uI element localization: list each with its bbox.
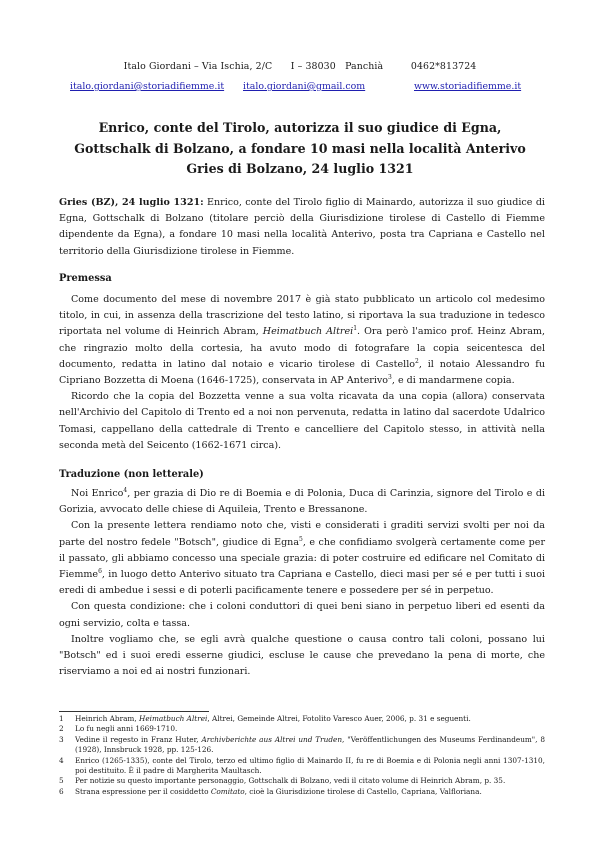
footnote: 1 Heinrich Abram, Heimatbuch Altrei, Altrei, Gemeinde Altrei, Fotolito Varesco Auer, 2006, p. 31 e seguenti. — [59, 714, 471, 723]
traduzione-section — [59, 486, 545, 680]
premessa-paragraph-1: Come documento del mese di novembre 2017 è già stato pubblicato un articolo col medesimo titolo, in cui, in assenza della trascrizione del testo latino, si riportava la sua traduzione in tedesco riportata nel volume di Heinrich Abram, Heimatbuch Altrei$^1$. Ora però l'amico prof. Heinz Abram, che ringrazio molto della cortesia, ha avuto modo di fotografare la copia seicentesca del documento, redatta in latino dal notaio e vicario tirolese di Castello$^2$, il notaio Alessandro fu Cipriano Bozzetta di Moena (1646-1725), conservata in AP Anterivo$^3$, e di mandarmene copia. — [59, 294, 545, 387]
footnote: 5 Per notizie su questo importante personaggio, Gottschalk di Bolzano, vedi il citato volume di Heinrich Abram, p. 35. — [59, 776, 506, 786]
phone-number: 0462*813724 — [410, 61, 477, 72]
website-link[interactable]: www.storiadifiemme.it — [414, 81, 522, 92]
title-line-1: Enrico, conte del Tirolo, autorizza il suo giudice di Egna, — [98, 120, 502, 135]
footnote-divider — [59, 711, 209, 712]
traduzione-paragraph-1: Noi Enrico$^4$, per grazia di Dio re di Boemia e di Polonia, Duca di Carinzia, signore del Tirolo e di Gorizia, avvocato delle chiese di Aquileia, Trento e Bressanone. — [59, 486, 545, 516]
footnote-ref[interactable]: 6 — [98, 567, 102, 575]
title-line-3: Gries di Bolzano, 24 luglio 1321 — [186, 161, 414, 176]
title-line-2: Gottschalk di Bolzano, a fondare 10 masi nella località Anterivo — [74, 140, 526, 156]
premessa-section — [59, 292, 545, 454]
email-link-storiadifiemme[interactable]: italo.giordani@storiadifiemme.it — [70, 81, 225, 92]
footnotes — [59, 714, 545, 797]
book-title: Heimatbuch Altrei — [262, 326, 354, 338]
footnote-ref[interactable]: 4 — [123, 486, 128, 494]
footnote: 2 Lo fu negli anni 1669-1710. — [59, 724, 178, 734]
traduzione-paragraph-3: Con questa condizione: che i coloni conduttori di quei beni siano in perpetuo liberi ed esenti da ogni servizio, colta e tassa. — [59, 601, 545, 629]
postal-code: I – 38030 — [290, 61, 336, 72]
author-address — [0, 61, 600, 72]
footnote-ref[interactable]: 3 — [388, 373, 392, 381]
footnote: 6 Strana espressione per il cosiddetto Comitato, cioè la Giurisdizione tirolese di Castello, Capriana, Valfloriana. — [59, 786, 482, 796]
footnote-ref[interactable]: 2 — [415, 357, 419, 365]
footnote-ref[interactable]: 1 — [353, 325, 358, 333]
heading-traduzione: Traduzione (non letterale) — [59, 469, 204, 480]
town: Panchià — [345, 61, 384, 72]
premessa-paragraph-2: Ricordo che la copia del Bozzetta venne a sua volta ricavata da una copia (allora) conservata nell'Archivio del Capitolo di Trento ed a noi non pervenuta, redatta in latino dal sacerdote Udalrico Tomasi, cappellano della cattedrale di Trento e cancelliere del Capitolo stesso, in attività nella seconda metà del Seicento (1662-1671 circa). — [59, 391, 545, 451]
footnote-ref[interactable]: 5 — [299, 535, 303, 543]
document-title — [50, 118, 550, 180]
heading-premessa: Premessa — [59, 273, 112, 284]
author-name: Italo Giordani – Via Ischia, 2/C — [123, 61, 273, 72]
footnote: 3 Vedine il regesto in Franz Huter, Archivberichte aus Altrei und Truden, "Veröffentlichungen des Museums Ferdinandeum", 8 (1928), Innsbruck 1928, pp. 125-126. — [59, 734, 545, 755]
traduzione-paragraph-4: Inoltre vogliamo che, se egli avrà qualche questione o causa contro tali coloni, possano lui "Botsch" ed i suoi eredi esserne giudici, escluse le cause che prevedano la pena di morte, che riserviamo a noi ed ai nostri funzionari. — [59, 633, 545, 678]
contact-links — [0, 81, 600, 95]
place-date: Gries (BZ), 24 luglio 1321: — [59, 197, 204, 208]
footnote: 4 Enrico (1265-1335), conte del Tirolo, terzo ed ultimo figlio di Mainardo II, fu re di Boemia e di Polonia negli anni 1307-1310, poi destituito. È il padre di Margherita Maultasch. — [59, 755, 545, 776]
summary-text: Enrico, conte del Tirolo figlio di Mainardo, autorizza il suo giudice di Egna, Gottschalk di Bolzano (titolare perciò della Giurisdizione tirolese di Castello di Fiemme dipendente da Egna), a fondare 10 masi nella località Anterivo, posta tra Capriana e Castello nel territorio della Giurisdizione tirolese in Fiemme. — [59, 197, 545, 257]
summary-paragraph — [59, 195, 545, 260]
traduzione-paragraph-2: Con la presente lettera rendiamo noto che, visti e considerati i graditi servizi svolti per noi da parte del nostro fedele "Botsch", giudice di Egna$^5$, e che confidiamo svolgerà certamente come per il passato, gli abbiamo concesso una speciale grazia: di poter costruire ed edificare nel Comitato di Fiemme$^6$, in luogo detto Anterivo situato tra Capriana e Castello, dieci masi per sé e per tutti i suoi eredi di ambedue i sessi e di poterli pacificamente tenere e possedere per sé in perpetuo. — [59, 520, 546, 597]
email-link-gmail[interactable]: italo.giordani@gmail.com — [243, 81, 366, 92]
